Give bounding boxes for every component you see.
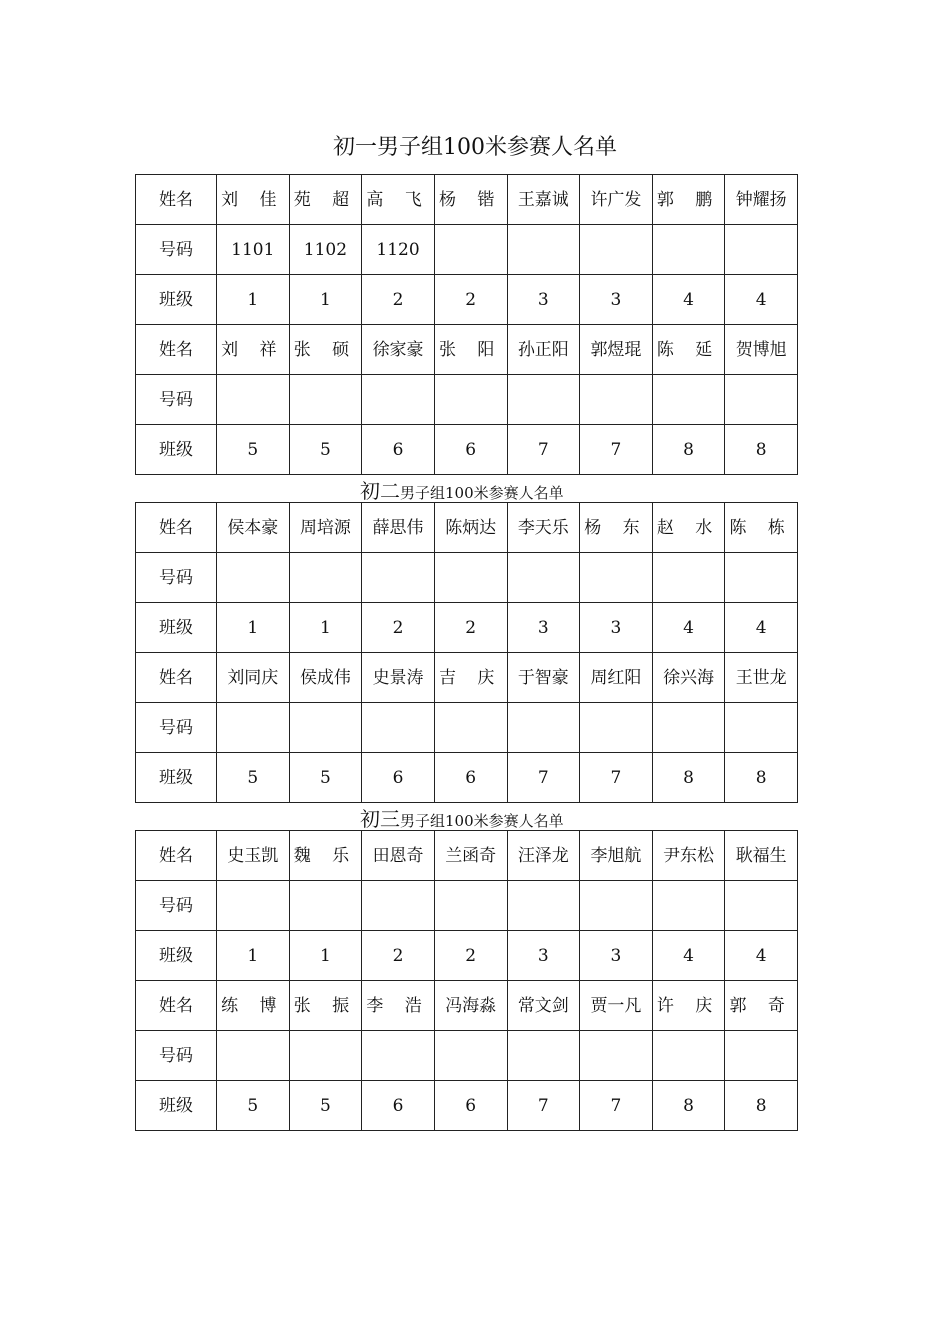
table-cell: 7 xyxy=(507,753,580,803)
table-cell: 高 飞 xyxy=(362,175,435,225)
table-cell: 杨 锴 xyxy=(434,175,507,225)
section-title-prefix: 初二 xyxy=(360,479,400,503)
table-cell xyxy=(580,881,653,931)
table-cell: 1120 xyxy=(362,225,435,275)
table-cell: 于智豪 xyxy=(507,653,580,703)
section-title-suffix: 男子组100米参赛人名单 xyxy=(400,812,564,830)
table-cell: 2 xyxy=(434,275,507,325)
table-row xyxy=(136,553,798,603)
table-cell: 4 xyxy=(652,275,725,325)
table-cell xyxy=(580,553,653,603)
table-cell xyxy=(725,1031,798,1081)
table-cell: 冯海淼 xyxy=(434,981,507,1031)
table-cell: 贺博旭 xyxy=(725,325,798,375)
table-cell: 4 xyxy=(725,603,798,653)
table-row xyxy=(136,1031,798,1081)
table-cell: 练 博 xyxy=(217,981,290,1031)
table-row xyxy=(136,325,798,375)
table-cell xyxy=(652,881,725,931)
table-cell xyxy=(289,703,362,753)
table-cell xyxy=(362,553,435,603)
table-cell xyxy=(289,553,362,603)
table-cell xyxy=(217,1031,290,1081)
table-cell xyxy=(652,1031,725,1081)
row-label: 姓名 xyxy=(136,175,217,225)
row-label: 号码 xyxy=(136,1031,217,1081)
table-cell: 2 xyxy=(362,603,435,653)
table-cell: 贾一凡 xyxy=(580,981,653,1031)
table-cell: 郭 奇 xyxy=(725,981,798,1031)
table-row xyxy=(136,503,798,553)
row-label: 班级 xyxy=(136,425,217,475)
table-cell: 侯成伟 xyxy=(289,653,362,703)
table-cell: 赵 水 xyxy=(652,503,725,553)
table-row xyxy=(136,375,798,425)
table-cell xyxy=(725,881,798,931)
table-cell: 孙正阳 xyxy=(507,325,580,375)
table-cell xyxy=(507,1031,580,1081)
table-cell xyxy=(434,375,507,425)
table-cell: 5 xyxy=(217,425,290,475)
row-label: 号码 xyxy=(136,225,217,275)
roster-table-grade-1 xyxy=(135,174,798,475)
table-cell: 8 xyxy=(652,753,725,803)
table-cell: 徐兴海 xyxy=(652,653,725,703)
table-cell xyxy=(652,225,725,275)
table-row xyxy=(136,225,798,275)
table-cell: 张 阳 xyxy=(434,325,507,375)
table-cell: 2 xyxy=(362,275,435,325)
table-cell: 4 xyxy=(725,275,798,325)
table-cell: 1 xyxy=(289,603,362,653)
table-cell xyxy=(289,375,362,425)
roster-table-grade-3 xyxy=(135,830,798,1131)
table-cell: 5 xyxy=(289,425,362,475)
table-cell: 8 xyxy=(725,753,798,803)
table-cell: 李旭航 xyxy=(580,831,653,881)
table-cell: 陈炳达 xyxy=(434,503,507,553)
table-cell: 兰函奇 xyxy=(434,831,507,881)
section-title-grade-1 xyxy=(0,130,950,166)
table-cell: 2 xyxy=(434,931,507,981)
table-cell: 周培源 xyxy=(289,503,362,553)
table-cell: 刘 佳 xyxy=(217,175,290,225)
table-cell: 张 硕 xyxy=(289,325,362,375)
table-cell: 杨 东 xyxy=(580,503,653,553)
table-row xyxy=(136,653,798,703)
table-cell xyxy=(652,375,725,425)
table-cell xyxy=(434,703,507,753)
table-cell: 汪泽龙 xyxy=(507,831,580,881)
row-label: 号码 xyxy=(136,703,217,753)
row-label: 号码 xyxy=(136,553,217,603)
table-cell: 2 xyxy=(434,603,507,653)
row-label: 姓名 xyxy=(136,503,217,553)
row-label: 姓名 xyxy=(136,325,217,375)
table-cell: 许 庆 xyxy=(652,981,725,1031)
table-cell xyxy=(580,703,653,753)
table-cell: 1 xyxy=(289,931,362,981)
table-cell xyxy=(580,1031,653,1081)
table-cell: 1 xyxy=(217,931,290,981)
table-cell: 3 xyxy=(580,275,653,325)
table-cell xyxy=(362,1031,435,1081)
table-cell: 钟耀扬 xyxy=(725,175,798,225)
table-cell xyxy=(217,881,290,931)
row-label: 姓名 xyxy=(136,981,217,1031)
row-label: 班级 xyxy=(136,753,217,803)
table-cell xyxy=(362,703,435,753)
table-cell: 6 xyxy=(434,425,507,475)
table-cell xyxy=(580,225,653,275)
table-cell xyxy=(725,225,798,275)
table-cell xyxy=(507,225,580,275)
table-cell: 郭 鹏 xyxy=(652,175,725,225)
table-cell: 陈 延 xyxy=(652,325,725,375)
table-cell: 常文剑 xyxy=(507,981,580,1031)
table-row xyxy=(136,275,798,325)
table-cell: 陈 栋 xyxy=(725,503,798,553)
table-cell xyxy=(289,881,362,931)
table-cell xyxy=(652,553,725,603)
row-label: 班级 xyxy=(136,603,217,653)
roster-table-grade-2 xyxy=(135,502,798,803)
table-cell: 2 xyxy=(362,931,435,981)
table-cell: 魏 乐 xyxy=(289,831,362,881)
table-cell: 吉 庆 xyxy=(434,653,507,703)
table-cell xyxy=(580,375,653,425)
table-cell: 5 xyxy=(217,1081,290,1131)
table-cell: 李 浩 xyxy=(362,981,435,1031)
table-cell: 郭煜琨 xyxy=(580,325,653,375)
row-label: 班级 xyxy=(136,275,217,325)
table-row xyxy=(136,981,798,1031)
row-label: 号码 xyxy=(136,375,217,425)
row-label: 姓名 xyxy=(136,831,217,881)
table-cell: 7 xyxy=(580,425,653,475)
table-cell: 6 xyxy=(362,425,435,475)
table-cell xyxy=(725,553,798,603)
table-cell: 6 xyxy=(434,753,507,803)
table-cell xyxy=(507,375,580,425)
table-cell: 7 xyxy=(507,1081,580,1131)
table-cell: 耿福生 xyxy=(725,831,798,881)
table-cell: 7 xyxy=(580,753,653,803)
table-cell: 4 xyxy=(652,603,725,653)
table-cell: 1 xyxy=(289,275,362,325)
table-row xyxy=(136,1081,798,1131)
table-cell xyxy=(725,375,798,425)
table-cell: 4 xyxy=(725,931,798,981)
table-cell: 3 xyxy=(580,603,653,653)
table-row xyxy=(136,703,798,753)
table-cell xyxy=(434,553,507,603)
table-row xyxy=(136,753,798,803)
table-cell xyxy=(217,553,290,603)
table-cell: 田恩奇 xyxy=(362,831,435,881)
table-cell: 8 xyxy=(652,425,725,475)
section-title-suffix: 男子组100米参赛人名单 xyxy=(400,484,564,502)
section-title-suffix: 男子组100米参赛人名单 xyxy=(377,135,617,160)
row-label: 班级 xyxy=(136,1081,217,1131)
table-cell: 史景涛 xyxy=(362,653,435,703)
table-cell xyxy=(362,881,435,931)
table-row xyxy=(136,603,798,653)
table-cell: 3 xyxy=(507,275,580,325)
table-cell xyxy=(217,375,290,425)
table-cell: 6 xyxy=(362,1081,435,1131)
table-row xyxy=(136,425,798,475)
table-cell: 张 振 xyxy=(289,981,362,1031)
table-cell xyxy=(362,375,435,425)
table-cell: 3 xyxy=(580,931,653,981)
table-cell: 许广发 xyxy=(580,175,653,225)
table-cell xyxy=(434,1031,507,1081)
table-cell: 1102 xyxy=(289,225,362,275)
table-cell: 5 xyxy=(289,1081,362,1131)
table-cell xyxy=(434,881,507,931)
table-cell xyxy=(217,703,290,753)
table-cell: 刘同庆 xyxy=(217,653,290,703)
table-cell: 侯本豪 xyxy=(217,503,290,553)
table-cell: 李天乐 xyxy=(507,503,580,553)
table-cell: 7 xyxy=(580,1081,653,1131)
table-cell xyxy=(434,225,507,275)
table-cell: 6 xyxy=(434,1081,507,1131)
table-cell: 尹东松 xyxy=(652,831,725,881)
row-label: 班级 xyxy=(136,931,217,981)
table-cell: 苑 超 xyxy=(289,175,362,225)
table-cell: 8 xyxy=(725,425,798,475)
row-label: 号码 xyxy=(136,881,217,931)
table-cell: 1101 xyxy=(217,225,290,275)
table-cell xyxy=(652,703,725,753)
table-cell: 1 xyxy=(217,275,290,325)
table-row xyxy=(136,831,798,881)
table-cell: 3 xyxy=(507,603,580,653)
table-cell: 5 xyxy=(289,753,362,803)
table-cell: 1 xyxy=(217,603,290,653)
table-cell: 徐家豪 xyxy=(362,325,435,375)
table-cell: 8 xyxy=(652,1081,725,1131)
table-cell: 6 xyxy=(362,753,435,803)
table-row xyxy=(136,881,798,931)
table-cell: 刘 祥 xyxy=(217,325,290,375)
table-cell xyxy=(725,703,798,753)
table-cell: 王世龙 xyxy=(725,653,798,703)
table-cell xyxy=(507,881,580,931)
table-cell: 7 xyxy=(507,425,580,475)
section-title-prefix: 初一 xyxy=(332,135,377,160)
table-row xyxy=(136,931,798,981)
table-row xyxy=(136,175,798,225)
table-cell: 薛思伟 xyxy=(362,503,435,553)
table-cell xyxy=(507,553,580,603)
table-cell: 5 xyxy=(217,753,290,803)
table-cell: 史玉凯 xyxy=(217,831,290,881)
table-cell: 3 xyxy=(507,931,580,981)
section-title-prefix: 初三 xyxy=(360,807,400,831)
table-cell xyxy=(507,703,580,753)
row-label: 姓名 xyxy=(136,653,217,703)
table-cell: 王嘉诚 xyxy=(507,175,580,225)
table-cell: 8 xyxy=(725,1081,798,1131)
table-cell xyxy=(289,1031,362,1081)
table-cell: 4 xyxy=(652,931,725,981)
table-cell: 周红阳 xyxy=(580,653,653,703)
